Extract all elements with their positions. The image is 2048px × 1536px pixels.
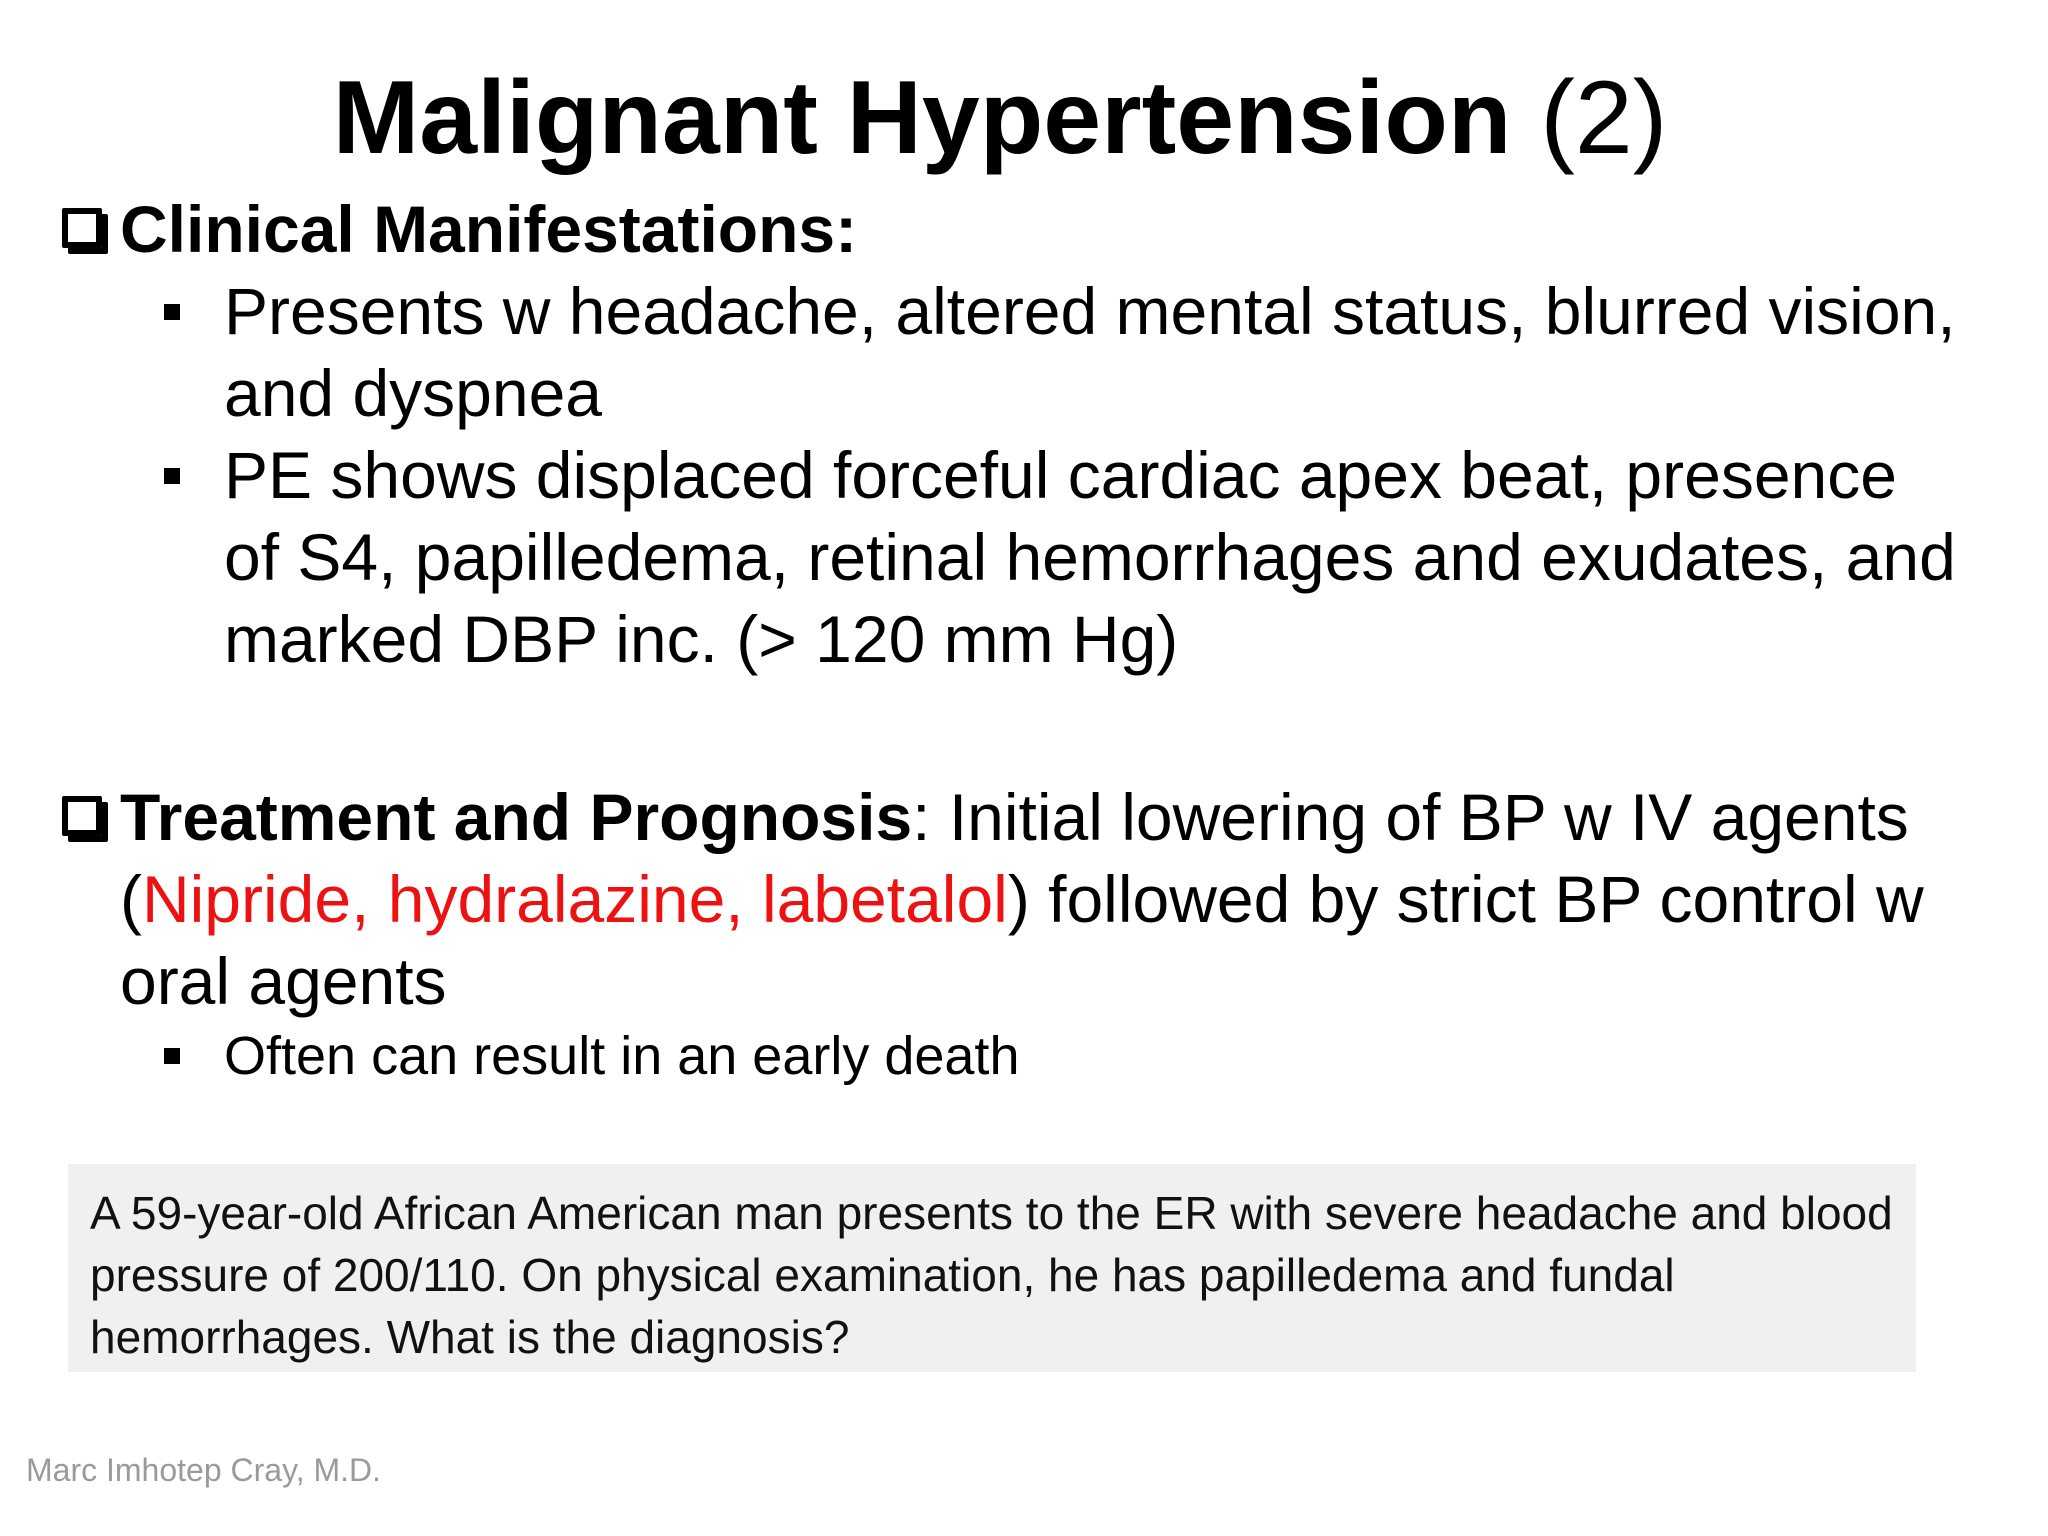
clinical-bullet-text: PE shows displaced forceful cardiac apex beat, presence of S4, papilledema, retinal hemorrhages and exudates, and marked DBP inc. (> 120 mm Hg) [224,438,1956,676]
square-bullet-icon [164,468,180,484]
treatment-section [58,776,2018,1090]
list-item [58,1022,1958,1090]
slide-title [0,58,2000,178]
clinical-heading: Clinical Manifestations: [120,192,858,266]
case-question-box [68,1164,1916,1372]
treatment-text-after: ) followed by strict BP control w oral agents [120,862,1924,1018]
treatment-drugs: Nipride, hydralazine, labetalol [141,862,1008,936]
list-item [58,434,1958,680]
title-main: Malignant Hypertension [332,60,1512,176]
checkbox-icon [62,208,102,248]
list-item [58,270,1958,434]
title-suffix: (2) [1540,60,1668,176]
clinical-section [58,188,2018,680]
clinical-bullet-text: Presents w headache, altered mental status, blurred vision, and dyspnea [224,274,1956,430]
clinical-bullet-list [58,270,2018,680]
treatment-text-before: : Initial lowering of BP w IV agents ( [120,780,1909,936]
square-bullet-icon [164,1048,180,1064]
author-credit: Marc Imhotep Cray, M.D. [26,1452,382,1488]
checkbox-icon [62,796,102,836]
square-bullet-icon [164,304,180,320]
treatment-bullet-text: Often can result in an early death [224,1026,1020,1086]
case-question-text: A 59-year-old African American man presents to the ER with severe headache and blood pressure of 200/110. On physical examination, he has papilledema and fundal hemorrhages. What is the diagnosis? [90,1187,1893,1363]
treatment-heading: Treatment and Prognosis [120,780,913,854]
clinical-heading-row [58,188,2018,270]
treatment-bullet-list [58,1022,2018,1090]
treatment-paragraph [58,776,2018,1022]
